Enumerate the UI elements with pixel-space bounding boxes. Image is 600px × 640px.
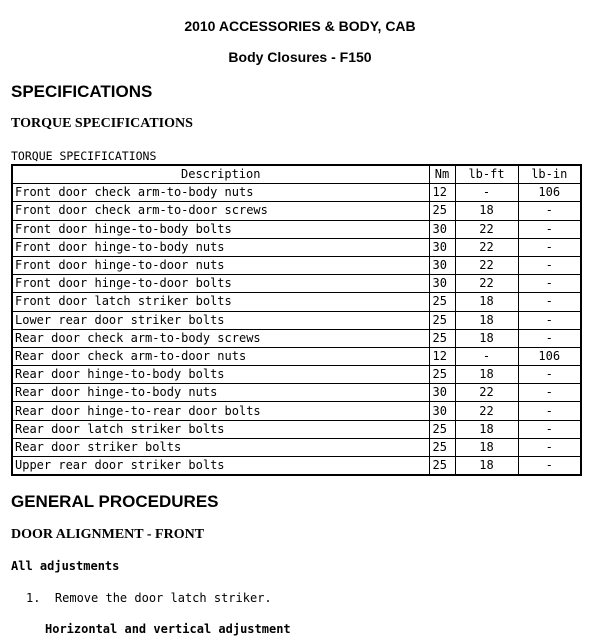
table-row bbox=[12, 347, 581, 365]
document-title: 2010 ACCESSORIES & BODY, CAB bbox=[184, 18, 416, 34]
cell-lb-in: - bbox=[518, 256, 581, 274]
table-row bbox=[12, 366, 581, 384]
cell-description: Rear door latch striker bolts bbox=[12, 420, 429, 438]
cell-lb-ft: 22 bbox=[455, 402, 518, 420]
cell-nm: 30 bbox=[429, 220, 455, 238]
table-row bbox=[12, 184, 581, 202]
specifications-heading: SPECIFICATIONS bbox=[11, 82, 153, 101]
cell-description: Rear door check arm-to-door nuts bbox=[12, 347, 429, 365]
cell-lb-ft: 18 bbox=[455, 420, 518, 438]
cell-description: Front door hinge-to-body nuts bbox=[12, 238, 429, 256]
cell-description: Front door check arm-to-door screws bbox=[12, 202, 429, 220]
column-header-description: Description bbox=[12, 165, 429, 184]
cell-nm: 25 bbox=[429, 293, 455, 311]
cell-lb-in: - bbox=[518, 311, 581, 329]
cell-lb-in: - bbox=[518, 366, 581, 384]
horizontal-vertical-adjustment-label: Horizontal and vertical adjustment bbox=[45, 622, 291, 636]
cell-description: Rear door hinge-to-body nuts bbox=[12, 384, 429, 402]
cell-lb-ft: 22 bbox=[455, 238, 518, 256]
torque-specifications-table bbox=[11, 164, 582, 476]
table-row bbox=[12, 293, 581, 311]
cell-lb-ft: 18 bbox=[455, 438, 518, 456]
cell-lb-ft: 22 bbox=[455, 220, 518, 238]
cell-description: Lower rear door striker bolts bbox=[12, 311, 429, 329]
cell-lb-ft: 18 bbox=[455, 329, 518, 347]
table-row bbox=[12, 238, 581, 256]
cell-lb-in: - bbox=[518, 402, 581, 420]
cell-nm: 25 bbox=[429, 329, 455, 347]
table-row bbox=[12, 311, 581, 329]
cell-description: Rear door hinge-to-rear door bolts bbox=[12, 402, 429, 420]
column-header-lb-in: lb-in bbox=[518, 165, 581, 184]
cell-nm: 30 bbox=[429, 402, 455, 420]
cell-description: Upper rear door striker bolts bbox=[12, 457, 429, 476]
column-header-lb-ft: lb-ft bbox=[455, 165, 518, 184]
cell-lb-in: - bbox=[518, 275, 581, 293]
table-row bbox=[12, 384, 581, 402]
cell-nm: 12 bbox=[429, 347, 455, 365]
cell-description: Front door hinge-to-door bolts bbox=[12, 275, 429, 293]
cell-lb-in: - bbox=[518, 438, 581, 456]
cell-lb-in: - bbox=[518, 220, 581, 238]
column-header-nm: Nm bbox=[429, 165, 455, 184]
cell-description: Rear door striker bolts bbox=[12, 438, 429, 456]
table-row bbox=[12, 402, 581, 420]
table-row bbox=[12, 457, 581, 476]
cell-lb-ft: 18 bbox=[455, 311, 518, 329]
cell-lb-in: - bbox=[518, 384, 581, 402]
cell-lb-ft: 22 bbox=[455, 275, 518, 293]
cell-nm: 25 bbox=[429, 366, 455, 384]
cell-lb-ft: 18 bbox=[455, 202, 518, 220]
cell-description: Front door hinge-to-body bolts bbox=[12, 220, 429, 238]
cell-nm: 30 bbox=[429, 384, 455, 402]
table-header-row bbox=[12, 165, 581, 184]
door-alignment-subheading: DOOR ALIGNMENT - FRONT bbox=[11, 527, 205, 542]
torque-specifications-subheading: TORQUE SPECIFICATIONS bbox=[11, 116, 193, 131]
cell-nm: 25 bbox=[429, 457, 455, 476]
cell-lb-in: - bbox=[518, 420, 581, 438]
table-row bbox=[12, 220, 581, 238]
cell-description: Rear door check arm-to-body screws bbox=[12, 329, 429, 347]
document-subtitle: Body Closures - F150 bbox=[228, 49, 372, 65]
cell-lb-in: - bbox=[518, 202, 581, 220]
cell-lb-ft: 18 bbox=[455, 457, 518, 476]
cell-nm: 12 bbox=[429, 184, 455, 202]
cell-description: Front door hinge-to-door nuts bbox=[12, 256, 429, 274]
cell-nm: 25 bbox=[429, 420, 455, 438]
general-procedures-heading: GENERAL PROCEDURES bbox=[11, 492, 219, 511]
cell-nm: 30 bbox=[429, 275, 455, 293]
cell-lb-ft: 22 bbox=[455, 256, 518, 274]
cell-description: Front door check arm-to-body nuts bbox=[12, 184, 429, 202]
cell-lb-ft: - bbox=[455, 347, 518, 365]
cell-nm: 25 bbox=[429, 311, 455, 329]
cell-lb-ft: 18 bbox=[455, 293, 518, 311]
cell-lb-ft: 22 bbox=[455, 384, 518, 402]
cell-nm: 30 bbox=[429, 256, 455, 274]
cell-lb-in: 106 bbox=[518, 347, 581, 365]
table-row bbox=[12, 438, 581, 456]
cell-lb-in: - bbox=[518, 293, 581, 311]
cell-lb-in: - bbox=[518, 329, 581, 347]
cell-description: Rear door hinge-to-body bolts bbox=[12, 366, 429, 384]
cell-lb-ft: - bbox=[455, 184, 518, 202]
cell-description: Front door latch striker bolts bbox=[12, 293, 429, 311]
table-body bbox=[12, 184, 581, 476]
cell-nm: 30 bbox=[429, 238, 455, 256]
cell-nm: 25 bbox=[429, 438, 455, 456]
cell-nm: 25 bbox=[429, 202, 455, 220]
table-caption: TORQUE SPECIFICATIONS bbox=[11, 149, 157, 163]
table-row bbox=[12, 420, 581, 438]
table-row bbox=[12, 329, 581, 347]
step-1-text: 1. Remove the door latch striker. bbox=[26, 591, 272, 605]
table-row bbox=[12, 256, 581, 274]
cell-lb-in: - bbox=[518, 457, 581, 476]
cell-lb-in: 106 bbox=[518, 184, 581, 202]
cell-lb-ft: 18 bbox=[455, 366, 518, 384]
table-row bbox=[12, 275, 581, 293]
table-row bbox=[12, 202, 581, 220]
cell-lb-in: - bbox=[518, 238, 581, 256]
all-adjustments-label: All adjustments bbox=[11, 559, 120, 573]
